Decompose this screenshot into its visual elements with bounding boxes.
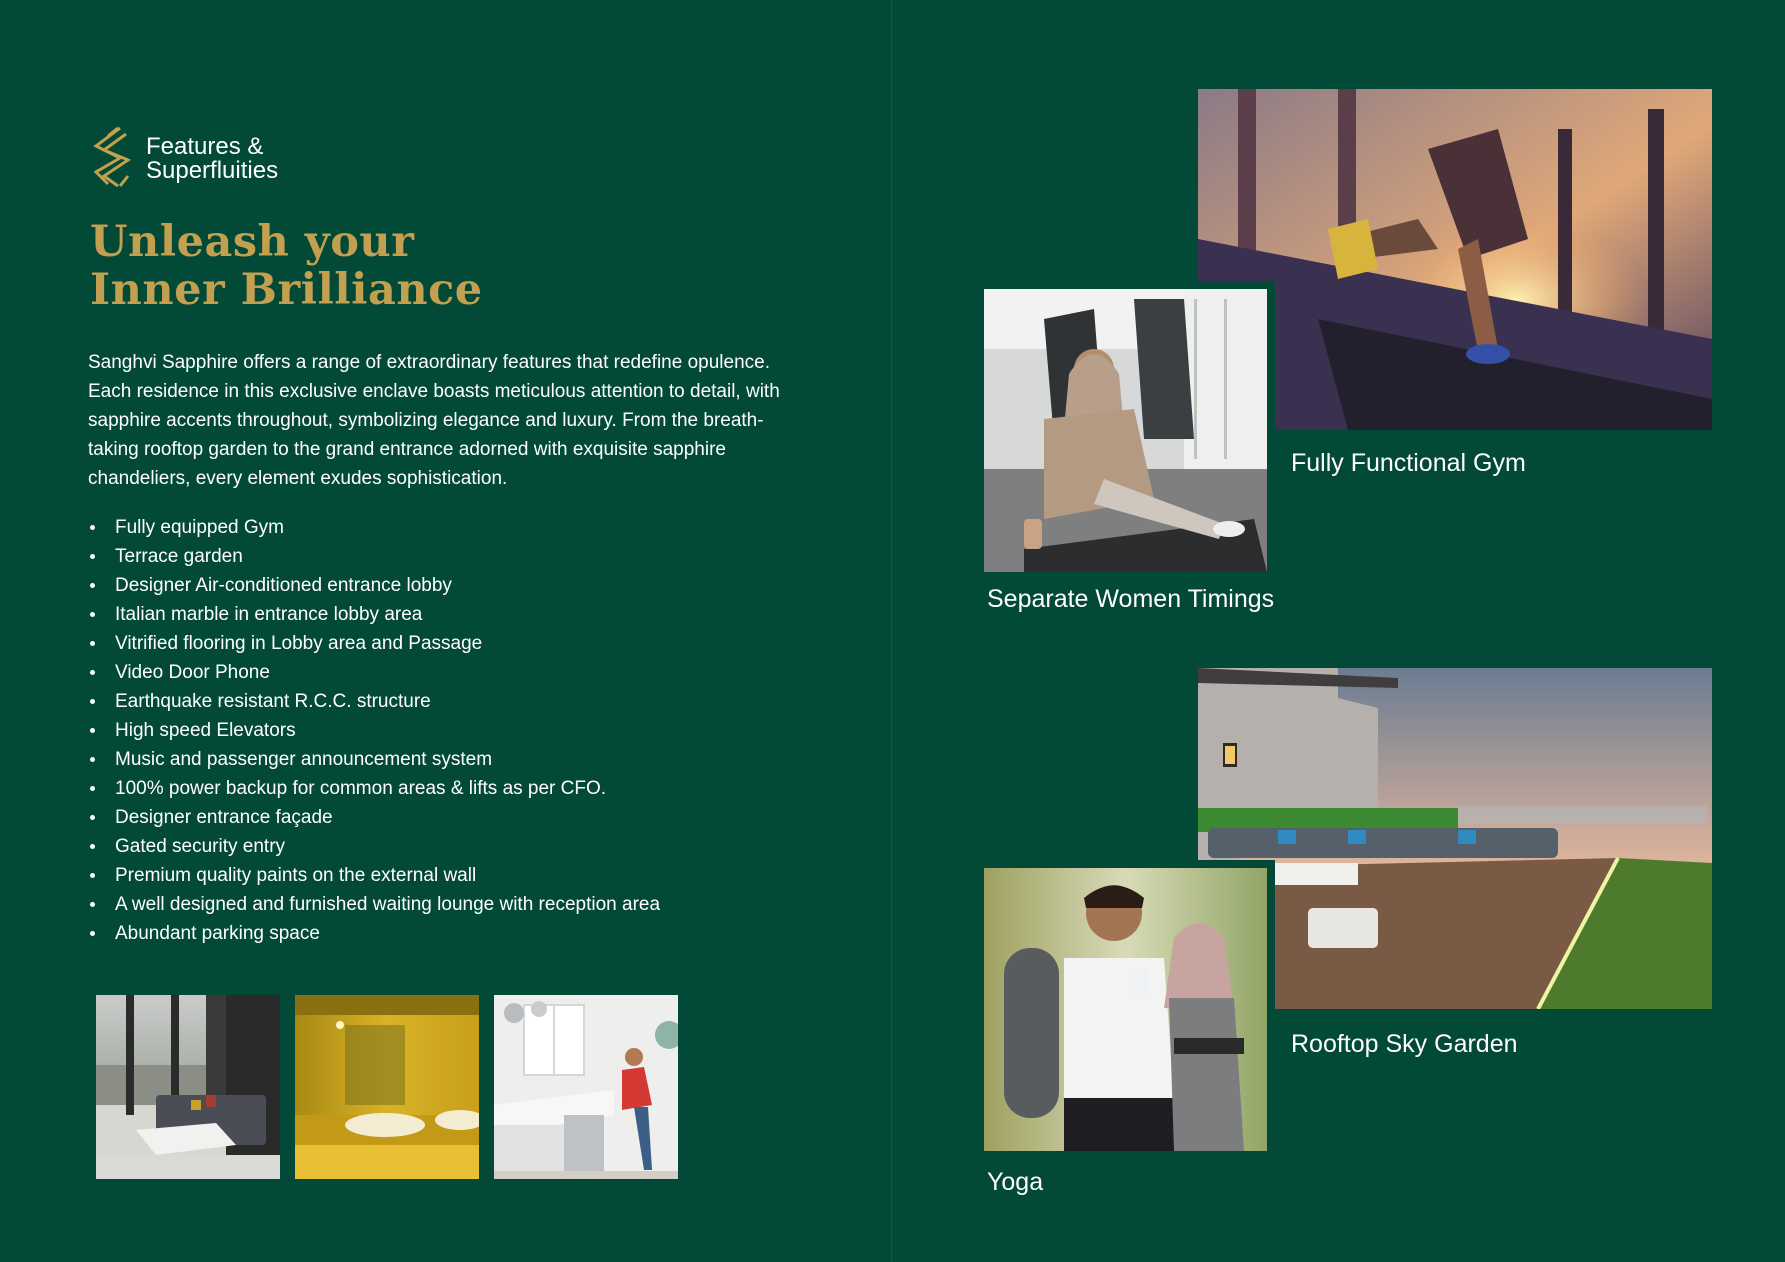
list-item: Designer Air-conditioned entrance lobby [88, 571, 660, 600]
intro-paragraph: Sanghvi Sapphire offers a range of extraordinary features that redefine opulence. Each residence in this exclusive enclave boasts meticulous attention to detail, with sapphire accents throughout, symbolizing elegance and luxury. From the breath-taking rooftop garden to the grand entrance adorned with exquisite sapphire chandeliers, every element exudes sophistication. [88, 352, 780, 489]
list-item: Abundant parking space [88, 919, 660, 948]
list-item: 100% power backup for common areas & lifts as per CFO. [88, 774, 660, 803]
list-item: Earthquake resistant R.C.C. structure [88, 687, 660, 716]
gym-treadmill-photo [1198, 89, 1712, 430]
bathroom-photo [295, 995, 479, 1179]
caption-women-timings: Separate Women Timings [987, 585, 1275, 613]
right-page [892, 0, 1785, 1262]
list-item: High speed Elevators [88, 716, 660, 745]
list-item: Vitrified flooring in Lobby area and Passage [88, 629, 660, 658]
list-item: Designer entrance façade [88, 803, 660, 832]
section-label [146, 135, 278, 183]
kitchen-photo [494, 995, 678, 1179]
list-item: A well designed and furnished waiting lounge with reception area [88, 890, 660, 919]
caption-yoga: Yoga [987, 1168, 1044, 1196]
feature-list [88, 513, 660, 948]
section-label-line2: Superfluities [146, 157, 279, 184]
thumbnail-row [96, 995, 678, 1179]
list-item: Music and passenger announcement system [88, 745, 660, 774]
headline-line1: Unleash your [90, 217, 415, 267]
headline-line2: Inner Brilliance [90, 265, 483, 315]
headline [90, 218, 483, 314]
caption-rooftop-garden: Rooftop Sky Garden [1291, 1030, 1518, 1058]
rooftop-garden-photo [1198, 668, 1712, 1009]
list-item: Terrace garden [88, 542, 660, 571]
list-item: Video Door Phone [88, 658, 660, 687]
living-room-photo [96, 995, 280, 1179]
list-item: Italian marble in entrance lobby area [88, 600, 660, 629]
women-gym-photo [984, 289, 1267, 572]
caption-gym: Fully Functional Gym [1291, 449, 1526, 477]
list-item: Gated security entry [88, 832, 660, 861]
left-page [0, 0, 891, 1262]
yoga-couple-photo [984, 868, 1267, 1151]
list-item: Premium quality paints on the external wall [88, 861, 660, 890]
list-item: Fully equipped Gym [88, 513, 660, 542]
sapphire-s-logo-icon [90, 126, 138, 188]
section-label-line1: Features & [146, 133, 264, 160]
